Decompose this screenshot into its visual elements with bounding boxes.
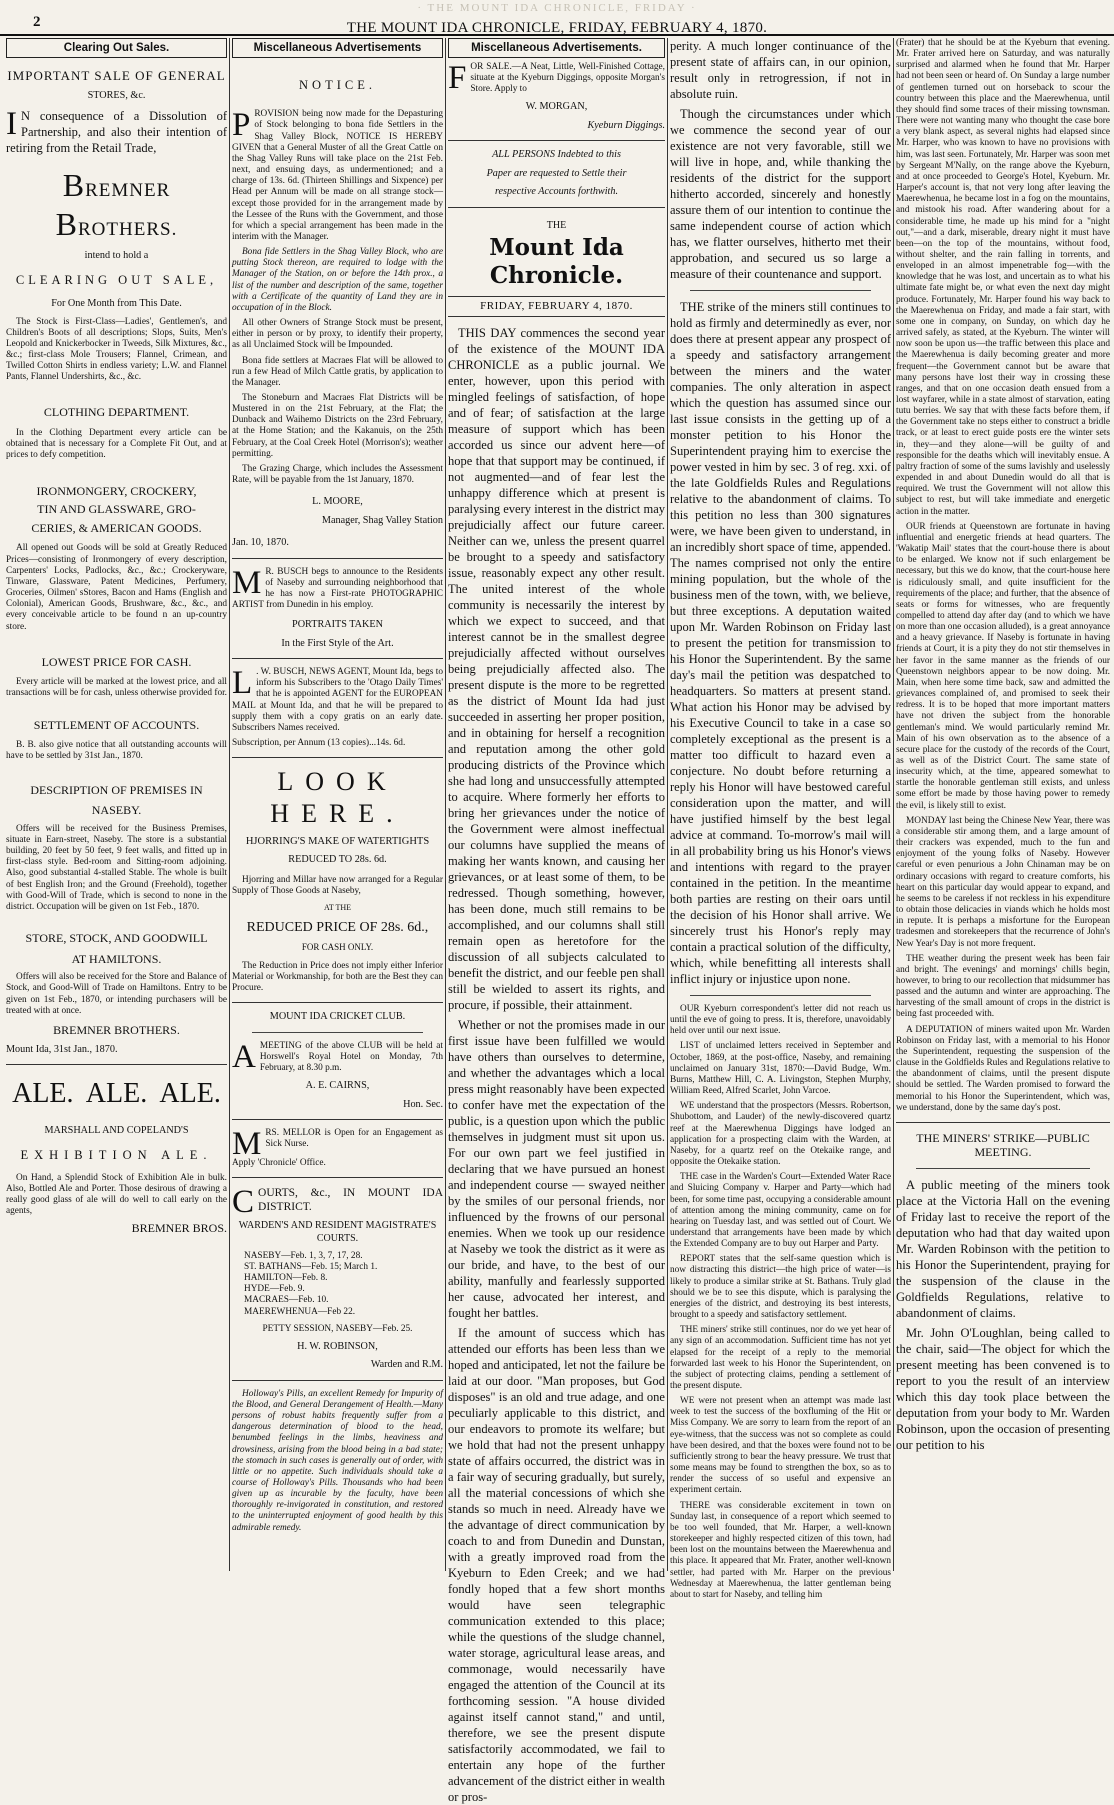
ad-paragraph: The Reduction in Price does not imply either Inferior Material or Workmanship, for both are the Best they can Procure. [232, 960, 443, 994]
notice-line: Paper are requested to Settle their [486, 167, 627, 179]
column-rule [445, 38, 446, 1571]
signature: L. MOORE, [312, 496, 363, 508]
drop-cap: M [232, 1126, 262, 1163]
column-4 [670, 38, 891, 1600]
signature: BREMNER BROTHERS. [53, 1022, 180, 1037]
divider [448, 140, 665, 141]
ad-paragraph: Bona fide settlers at Macraes Flat will be allowed to run a few Head of Milch Cattle gratis, by application to the Manager. [232, 355, 443, 388]
ad-paragraph: AMEETING of the above CLUB will be held at Horswell's Royal Hotel on Monday, 7th February, at 8.30 p.m. [232, 1038, 443, 1075]
ad-heading: MARSHALL AND COPELAND'S [44, 1125, 189, 1137]
ad-paragraph: MRS. MELLOR is Open for an Engagement as Sick Nurse. [232, 1126, 443, 1163]
news-paragraph: THERE was considerable excitement in town on Sunday last, in consequence of a report which seemed to be too well founded, that Mr. Harper, a well-known storekeeper and highly respected citizen of this town, had been lost on the mountains between the Maerewhenua and this place. It appeared that Mr. Frater, another well-known settler, had parted with Mr. Harper on the previous Wednesday at Maerewhenua, the latter gentleman being about to start for Naseby, and telling him [670, 1500, 891, 1600]
list-item: ST. BATHANS—Feb. 15; March 1. [244, 1261, 378, 1272]
drop-cap: C [232, 1184, 255, 1221]
ad-paragraph: The Stoneburn and Macraes Flat Districts will be Mustered in on the 21st February, at the Flat; the Dunback and Waihemo Districts on the 23rd February, at the Home Station; and the Kakanuis, on the 25th February, at the Coal Creek Hotel (Morrison's); weather permitting. [232, 393, 443, 459]
ad-paragraph: Holloway's Pills, an excellent Remedy for Impurity of the Blood, and General Derangement of Health.—Many persons of robust habits frequently suffer from a dangerous determination of blood to the head, benumbed feelings in the limbs, heaviness and drowsiness, arising from the blood being in a bad state; the stomach in such cases is generally out of order, with little or no appetite. Such individuals should take a course of Holloway's Pills. Thousands who had been given up as incurable by the faculty, have been thoroughly re-invigorated in constitution, and restored to the uninterrupted enjoyment of good health by this admirable remedy. [232, 1388, 443, 1533]
ad-line: REDUCED TO 28s. 6d. [288, 854, 387, 866]
news-paragraph: LIST of unclaimed letters received in September and October, 1869, at the post-office, Naseby, and remaining unclaimed on January 31st, 1870:—David Budge, Wm. Burns, Matthew Hill, C. A. Livingston, Stephen Murphy, William Reed, Alfred Scarlet, John Varcoe. [670, 1041, 891, 1097]
ad-heading: NASEBY. [91, 803, 142, 818]
ad-heading: IMPORTANT SALE OF GENERAL [7, 68, 226, 84]
list-item: MACRAES—Feb. 10. [244, 1295, 329, 1306]
list-item: NASEBY—Feb. 1, 3, 7, 17, 28. [244, 1250, 363, 1261]
ad-heading: DESCRIPTION OF PREMISES IN [30, 782, 203, 797]
ad-paragraph: All opened out Goods will be sold at Greatly Reduced Prices—consisting of Ironmongery of every description, Carpenters' Locks, Padlocks, &c., &c.; Crockeryware, Tinware, Glassware, Patent Medicines, Perfumery, Groceries, Oilmen' sStores, Bacon and Hams (English and Colonial), American Goods, Brushware, &c., &c., and every conceivable article to be found n an up-country store. [6, 543, 227, 632]
column-5 [896, 38, 1110, 1571]
masthead [0, 0, 1114, 36]
ad-paragraph: The Stock is First-Class—Ladies', Gentlemen's, and Children's Boots of all descriptions; Slops, Suits, Men's Leopold and Knickerbocker in Tweeds, Silk Mixtures, &c., &c.; first-class Mole Trousers; Flannel, Crimean, and Twilled Cotton Shirts in endless variety; L.W. and Flannel Pants, Flannel Undershirts, &c., &c. [6, 316, 227, 383]
editorial-paragraph: Though the circumstances under which we commence the second year of our existence are not very favorable, still we will live in hope, and, while thanking the residents of the district for the support hitherto accorded, sincerely and honestly assure them of our intention to continue the same independent course of action which has, we flatter ourselves, hitherto met their approbation, and secured us so large a measure of their countenance and support. [670, 107, 891, 281]
ad-line: PETTY SESSION, NASEBY—Feb. 25. [262, 1323, 413, 1334]
ad-paragraph: Hjorring and Millar have now arranged for a Regular Supply of Those Goods at Naseby, [232, 874, 443, 896]
column-rule [893, 38, 894, 1571]
ad-paragraph: The Grazing Charge, which includes the Assessment Rate, will be payable from the 1st January, 1870. [232, 463, 443, 486]
ad-paragraph: All other Owners of Strange Stock must be present, either in person or by proxy, to identify their property, as all Unclaimed Stock will be Impounded. [232, 318, 443, 351]
ad-paragraph: Every article will be marked at the lowest price, and all transactions will be for cash, unless otherwise provided for. [6, 677, 228, 699]
ad-paragraph: On Hand, a Splendid Stock of Exhibition Ale in bulk. Also, Bottled Ale and Porter. Those desirous of drawing a really good glass of ale will do well to call early on the agents, [6, 1172, 227, 1217]
ad-subheading: STORES, &c. [87, 89, 146, 101]
ad-paragraph: Offers will be received for the Business Premises, situate in Earn-street, Naseby. The store is a substantial building, 20 feet by 50 feet, 9 feet walls, and fitted up in first-class style. Bed-room and Sitting-room adjoining. Also, good substantial 4-stalled Stable. The whole is built of best English Iron; and the Ground (Freehold), together with Good-Will of Trade, which is second to none in the district. Occupation will be given on 1st Feb., 1870. [6, 823, 227, 912]
article-paragraph: A public meeting of the miners took place at the Victoria Hall on the evening of Friday last to receive the report of the deputation who had that day waited upon Mr. Warden Robinson with the petition to his Honor the Superintendent, praying for the suspension of the clause in the Goldfields Regulations, relative to abandonment of claims. [896, 1178, 1110, 1321]
signature: BREMNER BROS. [131, 1221, 227, 1236]
signature: A. E. CAIRNS, [305, 1080, 370, 1092]
news-paragraph: OUR friends at Queenstown are fortunate in having influential and energetic friends at head quarters. The 'Wakatip Mail' states that the court-house there is about to be enlarged. We know not if such enlargement be necessary, but this we do know, that the court-house here is ridiculously small, and quite insufficient for the requirements of the place; and further, that the absence of seats or forms for witnesses, who are frequently compelled to attend day after day (and to which we have on more than one occasion alluded), is a great annoyance and a heavy grievance. If Naseby is fortunate in having friends at Court, it is a pity they do not stir themselves in her favor in the same manner as the friends of our Queenstown neighbors appear to be now doing. Mr. Main, when here some time back, saw and admitted the grievances complained of, and promised to seek their redress. It is to be hoped that more important matters have not driven the subject from the honorable gentleman's mind. We would particularly remind Mr. Main of his own observation as to the absence of a secure place for the custody of the records of the Court, as well as of the District Court. The same state of insecurity which, at the time, appeared somewhat to startle the honorable gentleman still exists, and unless some effort be made by those having power to remedy the evil, is likely still to exist. [896, 521, 1110, 811]
ad-line: intend to hold a [84, 250, 149, 262]
divider [232, 658, 443, 659]
column-3 [448, 38, 665, 1805]
divider [232, 757, 443, 758]
ad-line: Apply 'Chronicle' Office. [232, 1158, 326, 1169]
list-item: MAEREWHENUA—Feb 22. [244, 1306, 356, 1317]
news-paragraph: OUR Kyeburn correspondent's letter did not reach us until the eve of going to press. It is, therefore, unavoidably held over until our next issue. [670, 1004, 891, 1037]
divider [232, 1380, 443, 1381]
ad-paragraph: In the Clothing Department every article can be obtained that is necessary for a Complete Fit Out, and at prices to defy competition. [6, 428, 227, 461]
ad-paragraph: L . W. BUSCH, NEWS AGENT, Mount Ida, begs to inform his Subscribers to the 'Otago Daily Times' that he is appointed AGENT for the EUROPEAN MAIL at Mount Ida, and that he will be prepared to supply them with a copy gratis on an early date. Subscribers Names received. [232, 665, 443, 733]
divider [232, 1177, 443, 1178]
divider [896, 1122, 1110, 1123]
ale-banner: ALE. ALE. ALE. [12, 1077, 221, 1109]
column-2 [232, 38, 443, 1571]
signature-title: Warden and R.M. [370, 1359, 443, 1371]
editorial-paragraph: THE strike of the miners still continues to hold as firmly and determinedly as ever, nor does there at present appear any prospect of a speedy and satisfactory arrangement between the miners and the water companies. The only alteration in aspect which the question has assumed since our last issue consists in the getting up of a monster petition to his Honor the Superintendent praying him to exercise the power vested in him by sec. 3 of reg. xxi. of the late Goldfields Rules and Regulations relative to the abandonment of claims. To this petition no less than 300 signatures were, we have been given to understand, in an incredibly short space of time, appended. The names comprised not only the entire mining population, but the whole of the business men of the town, with, we believe, but three exceptions. A deputation waited upon Mr. Warden Robinson on Friday last to present the petition for transmission to his Honor the Superintendent. By the same day's mail the petition was despatched to headquarters. So matters at present stand. What action his Honor may be advised by his Executive Council to take in a case so completely exceptional as the present is a matter too difficult to hazard even a conjecture. No doubt before returning a reply his Honor will have bestowed careful consideration upon the matter, and will have justified himself by the best legal advice at command. To-morrow's mail will in all probability bring us his Honor's views and intentions with regard to the prayer contained in the petition. In the meantime both parties are resting on their oars until the decision of his Honor shall arrive. We sincerely trust his Honor's reply may contain a practical solution of the difficulty, which, while benefitting all interests shall inflict injury or injustice upon none. [670, 300, 891, 986]
news-paragraph: MONDAY last being the Chinese New Year, there was a considerable stir among them, and a large amount of their crackers was expended, much to the fun and enjoyment of the young folks of Naseby. However careful or even penurious a John Chinaman may be on ordinary occasions with regard to creature comforts, his heart on this particular day would appear to expand, and he seems to be careless if not reckless in his expenditure to obtain those delicacies in viands which he holds most in repute. It is perhaps a misfortune for the European tradesmen and storekeepers that the recurrence of John's New Year's Day is not more frequent. [896, 815, 1110, 949]
ad-heading: MOUNT IDA CRICKET CLUB. [269, 1011, 406, 1023]
notice-line: respective Accounts forthwith. [494, 186, 619, 198]
editorial-paragraph: perity. A much longer continuance of the present state of affairs can, in our opinion, result only in retrogression, if not in absolute ruin. [670, 39, 891, 101]
ad-heading: SETTLEMENT OF ACCOUNTS. [33, 717, 200, 732]
divider [6, 1064, 227, 1065]
ad-heading: STORE, STOCK, AND GOODWILL [25, 931, 208, 946]
section-header: Miscellaneous Advertisements [232, 38, 443, 58]
news-paragraph: WE understand that the prospectors (Messrs. Robertson, Shubottom, and Lauder) of the newly-discovered quartz reef at the Maerewhenua Diggings have lodged an application for a prospecting claim with the Warden, at Naseby, for a quartz reef on the Otekaike range, and opposite the Otekaike station. [670, 1101, 891, 1168]
drop-cap: A [232, 1038, 256, 1075]
signature: H. W. ROBINSON, [297, 1340, 378, 1352]
ad-heading: TIN AND GLASSWARE, GRO- [37, 502, 196, 517]
list-item: HYDE—Feb. 9. [244, 1284, 305, 1295]
ad-heading: WARDEN'S AND RESIDENT MAGISTRATE'S COURTS. [238, 1220, 437, 1244]
paper-title-block [448, 220, 665, 290]
ad-paragraph: I N consequence of a Dissolution of Partnership, and also their intention of retiring from the Retail Trade, [6, 106, 227, 156]
ad-paragraph: B. B. also give notice that all outstanding accounts will have to be settled by 31st Jan., 1870. [6, 740, 227, 762]
ad-paragraph: COURTS, &c., IN MOUNT IDA DISTRICT. [232, 1184, 443, 1221]
ad-line: FOR CASH ONLY. [301, 941, 374, 952]
dateline: Mount Ida, 31st Jan., 1870. [6, 1043, 118, 1055]
drop-cap: F [448, 60, 467, 97]
title-article: THE [546, 219, 567, 231]
editorial-paragraph: THIS DAY commences the second year of the existence of the MOUNT IDA CHRONICLE as a public journal. We enter, however, upon this period with mingled feelings of satisfaction, of hope and of fear; of satisfaction at the large measure of support which has been accorded us since our advent here—of hope that that support may be continued, if not augmented—and of fear lest the unhappy difference which at present is paralysing every interest in the district may prejudicially affect our future career. Neither can we, unless the present quarrel be brought to a speedy and satisfactory issue, reasonably expect any other result. The united interest of the whole community is necessarily the interest by which we expect to succeed, and that interest cannot be in the smallest degree prejudicially affected without ourselves being prejudicially affected also. The present dispute is the more to be regretted as the district of Mount Ida had just succeeded in asserting her proper position, and in obtaining for herself a recognition and reputation among the other gold producing districts of the Province which she had long and unsuccessfully attempted to acquire. Where formerly her efforts to bring her grievances under the notice of the Government were almost ineffectual our columns have supplied the means of making her wants known, and causing her grievances, or at least some of them, to be redressed. Though something, however, has been done, much still remains to be accomplished, and our columns shall still remain open as heretofore for the discussion of all subjects calculated to benefit the district, and our feeble pen shall still be wielded to assert its rights, and procure, if possible, their attainment. [448, 326, 665, 1013]
masthead-title: THE MOUNT IDA CHRONICLE, FRIDAY, FEBRUARY 4, 1870. [346, 20, 768, 36]
ad-heading: PORTRAITS TAKEN [292, 619, 383, 631]
drop-cap: I [6, 106, 17, 143]
news-paragraph: A DEPUTATION of miners waited upon Mr. Warden Robinson on Friday last, with a memorial to his Honor the Superintendent, requesting the suspension of the clause in the Goldfields Rules and Regulations relative to the abandonment of claims, until the present dispute should be settled. The Warden promised to forward the memorial to his Honor the Superintendent, which was, we understand, done by the same day's post. [896, 1024, 1110, 1113]
subscription-line: Subscription, per Annum (13 copies)...14s. 6d. [232, 738, 406, 749]
ad-heading: REDUCED PRICE OF 28s. 6d., [246, 919, 429, 935]
divider [916, 1168, 1090, 1169]
divider [232, 1002, 443, 1003]
news-paragraph: THE weather during the present week has been fair and bright. The evenings' and mornings' chills begin, however, to bring to our recollection that midsummer has passed and the autumn and winter are approaching. The harvesting of the small amount of crops in the district is being fast proceeded with. [896, 953, 1110, 1020]
ad-heading: AT HAMILTONS. [71, 951, 162, 966]
ad-paragraph: PROVISION being now made for the Depasturing of Stock belonging to bona fide Settlers in the Shag Valley Block, NOTICE IS HEREBY GIVEN that a General Muster of all the Great Cattle on the Shag Valley Runs will take place on the 21st Feb. next, and ensuing days, as undermentioned; and a charge of 13s. 6d. (Thirteen Shillings and Sixpence) per Head per Annum will be made on all strange stock—except those provided for in the arrangement made by the Lessee of the Runs with the Government, and those for which a special arrangement has been made in the interim with the Manager. [232, 107, 443, 242]
article-heading: THE MINERS' STRIKE—PUBLIC MEETING. [916, 1130, 1090, 1160]
column-1 [6, 38, 227, 1571]
news-paragraph: (Frater) that he should be at the Kyeburn that evening. Mr. Frater arrived here on Saturday, and was naturally surprised and alarmed when he found that Mr. Harper had not been seen or heard of. On Sunday a large number of gentlemen turned out on horseback to scour the country between this place and the Maerewhenua, until they should find some traces of their missing townsman. There were not wanting many who thought the case bore a very blank aspect, as several nights had elapsed since Mr. Harper, who was known to have no provisions with him, was last seen. Fortunately, Mr. Harper was soon met by Sergeant M'Nally, on the range above the Kyeburn, and at once proceeded to George's Hotel, Kyeburn. Mr. Harper's account is, that not very long after leaving the Maerewhenua, he became lost in a fog on the mountains, and mistook his road. After wandering about for a considerable time, he made up his mind for a "night out,"—and a dark, miserable, dreary night it must have been—on the top of the mountains, without food, without shelter, and the rain falling in torrents, and enveloped in an almost impenetrable fog—with the knowledge that he was lost, and uncertain as to what his ultimate fate might be, or what even the next day might produce. Fortunately, Mr. Harper found his way back to the Maerewhenua on Friday, and made a fair start, with some one in company, on Sunday, on which day he arrived safely, as stated, at the Kyeburn. The winter will now soon be upon us—the traffic between this place and the Maerewhenua is daily becoming greater and more frequent—the Government cannot but be aware that many persons have lost their way in crossing these ranges, and that on one occasion death ensued from a lost wayfarer, while in a state almost of starvation, eating tutu berries. We say that with these facts before them, if the Government take no steps either to construct a bridle track, or at least to erect guide posts ere the winter sets in, they—and they alone—will be guilty of and responsible for the deaths which will inevitably ensue. A paltry fraction of some of the sums lavishly and uselessly expended in and about Dunedin would do all that is required. We trust the Government will not allow this subject to rest, but will take immediate and energetic action in the matter. [896, 38, 1110, 517]
ad-heading: CLOTHING DEPARTMENT. [43, 405, 190, 420]
court-list [244, 1251, 443, 1318]
section-header: Clearing Out Sales. [6, 38, 227, 58]
signature-title: Kyeburn Diggings. [587, 119, 665, 131]
ad-heading: IRONMONGERY, CROCKERY, [36, 483, 197, 498]
ad-paragraph: FOR SALE.—A Neat, Little, Well-Finished Cottage, situate at the Kyeburn Diggings, opposite Morgan's Store. Apply to [448, 60, 665, 97]
news-paragraph: THE miners' strike still continues, nor do we yet hear of any sign of an accommodation. Sufficient time has not yet elapsed for the receipt of a reply to the memorial forwarded last week to his Honor the Superintendent, on the subject of protecting claims, pending a settlement of the present dispute. [670, 1325, 891, 1391]
notice-line: ALL PERSONS Indebted to this [492, 149, 621, 161]
signature-title: Hon. Sec. [403, 1098, 443, 1110]
ad-paragraph: M R. BUSCH begs to announce to the Residents of Naseby and surrounding neighborhood that he has now a First-rate PHOTOGRAPHIC ARTIST from Dunedin in his employ. [232, 564, 443, 611]
news-paragraph: WE were not present when an attempt was made last week to test the success of the boxfluming of the Hit or Miss Company. We are sorry to learn from the report of an eye-witness, that the success was not so complete as could have been desired, and that the boxes were found not to be sufficiently strong to bear the heavy pressure. We trust that some means may be found to strengthen the box, so as to render the success of so useful and expensive an experiment certain. [670, 1396, 891, 1496]
drop-cap: M [232, 564, 262, 601]
page-number: 2 [33, 14, 41, 30]
column-rule [229, 38, 230, 1571]
drop-cap: L [232, 665, 253, 702]
divider [232, 558, 443, 559]
divider [690, 290, 871, 291]
section-header: Miscellaneous Advertisements. [448, 38, 665, 58]
divider [690, 995, 871, 996]
column-rule [667, 38, 668, 1571]
ad-heading: LOWEST PRICE FOR CASH. [41, 654, 192, 669]
divider [252, 1032, 423, 1033]
issue-dateline: FRIDAY, FEBRUARY 4, 1870. [448, 296, 665, 317]
dateline: Jan. 10, 1870. [232, 537, 289, 549]
masthead-overprint: · THE MOUNT IDA CHRONICLE, FRIDAY · [417, 2, 697, 14]
ad-line: AT THE [323, 903, 352, 913]
paper-title: Mount Ida Chronicle. [489, 233, 624, 289]
news-paragraph: REPORT states that the self-same question which is now distracting this district—the high price of water—is likely to produce a similar strike at St. Bathans. Truly glad should we be to see this dispute, which is paralysing the energies of the district, and destroying its best interests, brought to a speedy and satisfactory settlement. [670, 1254, 891, 1321]
signature: W. MORGAN, [525, 101, 588, 113]
ad-heading: CERIES, & AMERICAN GOODS. [31, 520, 202, 535]
divider [232, 1119, 443, 1120]
editorial-paragraph: Whether or not the promises made in our first issue have been fulfilled we would have others than ourselves to determine, and whether the advantages which a local press might reasonably have been expected to confer have met the expectation of the public, is a question upon which the public themselves in judgment must sit upon us. For our own part we feel justified in declaring that we have pursued an honest and independent course — swayed neither by the smiles of our personal friends, nor influenced by the frowns of our personal enemies. When we took up our residence at Naseby we took the district as it were as our bride, and have, to the best of our ability, manfully and fearlessly supported her cause, advocated her interest, and fought her battles. [448, 1018, 665, 1321]
signature-title: Manager, Shag Valley Station [321, 514, 443, 526]
news-paragraph: THE case in the Warden's Court—Extended Water Race and Sluicing Company v. Harper and Party—which had been, for some time past, occupying a considerable amount of attention among the mining community, came on for hearing on Tuesday last, and was settled out of Court. We understand that arrangements have been made by which the Extended Company are to buy out Harper and Party. [670, 1172, 891, 1250]
ad-heading: EXHIBITION ALE. [20, 1147, 213, 1162]
look-here-banner: LOOK HERE. [270, 767, 405, 828]
ad-line: For One Month from This Date. [51, 298, 182, 310]
editorial-paragraph: If the amount of success which has attended our efforts has been less than we hoped and anticipated, let not the failure be laid at our door. "Man proposes, but God disposes" is an old and true adage, and one peculiarly applicable to this district, and our endeavors to promote its welfare; but we hold that had not the present unhappy state of affairs occurred, the district was in a fair way of securing gradually, but surely, all the material concessions of which she stands so much in need. Already have we the advantage of direct communication by coach to and from Dunedin and Dunstan, with a greatly improved road from the Kyeburn to Eden Creek; and we had fondly hoped that a few short months would have seen telegraphic communication extended to this place; while the questions of the sludge channel, water storage, agricultural lease areas, and commonage, would necessarily have engaged the attention of the Council at its forthcoming session. "A house divided against itself cannot stand," and until, therefore, we see the present dispute satisfactorily accommodated, we fail to entertain any hope of the further advancement of the district either in wealth or pros- [448, 1326, 665, 1805]
ad-line: In the First Style of the Art. [281, 637, 394, 649]
ad-paragraph: Bona fide Settlers in the Shag Valley Block, who are putting Stock thereon, are required to lodge with the Manager of the Station, on or before the 14th prox., a list of the number and description of the same, together with a Certificate of the quantity of Land they are in occupation of in the Block. [232, 247, 443, 313]
drop-cap: P [232, 107, 251, 144]
divider [448, 207, 665, 208]
firm-name: BREMNER BROTHERS. [55, 167, 178, 243]
ad-paragraph: Offers will also be received for the Store and Balance of Stock, and Good-Will of Trade on Hamiltons. Entry to be given on 1st Feb., 1870, or intending purchasers will be treated with at once. [6, 972, 227, 1016]
article-paragraph: Mr. John O'Loughlan, being called to the chair, said—The object for which the present meeting has been convened is to report to you the result of an interview which this day took place between the deputation from your body to Mr. Warden Robinson, upon the occasion of presenting our petition to his [896, 1326, 1110, 1453]
ad-heading: CLEARING OUT SALE, [15, 272, 218, 287]
ad-heading: HJORRING'S MAKE OF WATERTIGHTS [245, 835, 430, 847]
notice-heading: NOTICE. [299, 78, 376, 93]
list-item: HAMILTON—Feb. 8. [244, 1273, 328, 1284]
